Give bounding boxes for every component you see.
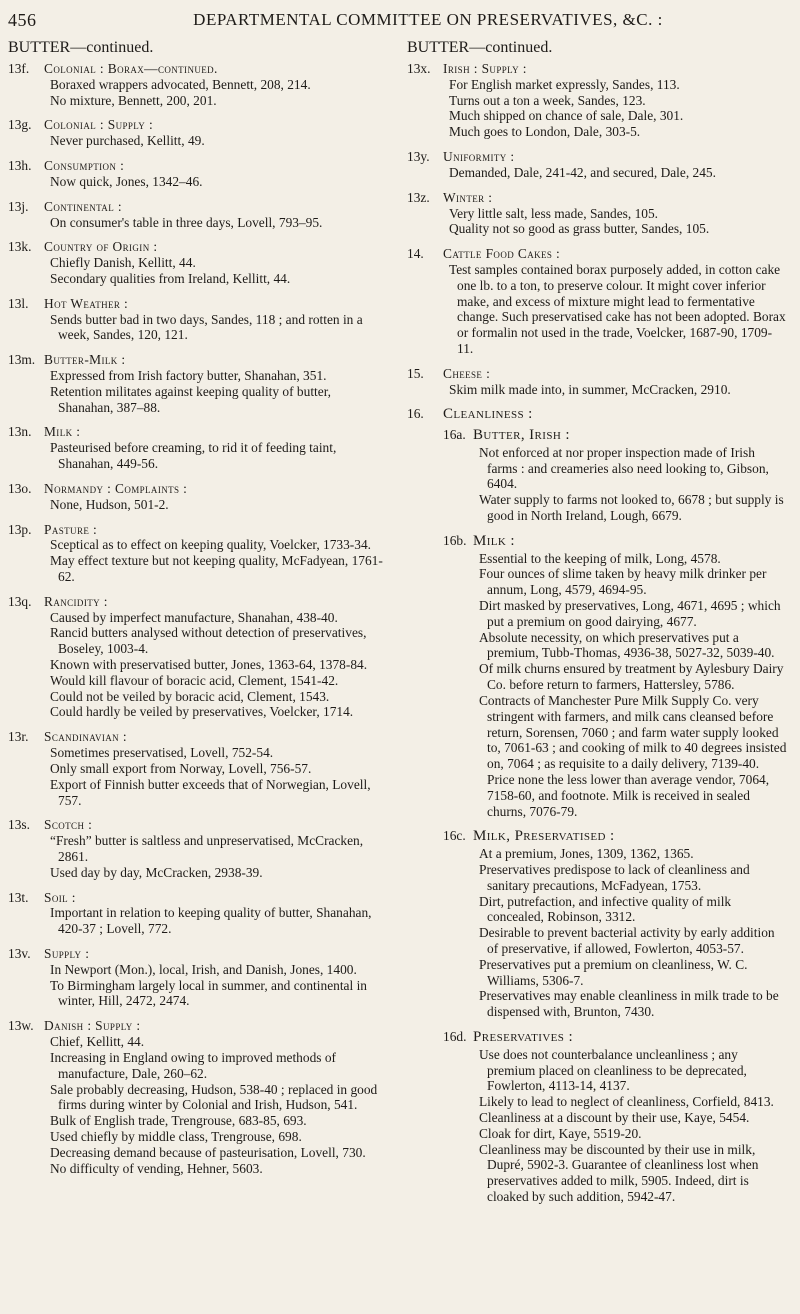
index-entry (8, 729, 389, 808)
entry-body (443, 61, 788, 140)
entry-reference: Could not be veiled by boracic acid, Clement, 1543. (50, 688, 330, 704)
index-entry (8, 117, 389, 149)
entry-body (443, 406, 788, 1213)
entry-reference: Sometimes preservatised, Lovell, 752-54. (50, 745, 274, 761)
entry-reference: Boraxed wrappers advocated, Bennett, 208, 214. (50, 76, 311, 92)
entry-heading: Colonial : Supply : (44, 117, 154, 133)
index-entry (407, 366, 788, 398)
index-entry (8, 158, 389, 190)
entry-reference: May effect texture but not keeping quality, McFadyean, 1761-62. (50, 553, 383, 584)
entry-heading: Colonial : Borax—continued. (44, 61, 218, 76)
entry-reference: Preservatives predispose to lack of cleanliness and sanitary precautions, McFadyean, 1753. (479, 861, 750, 893)
entry-reference: To Birmingham largely local in summer, and continental in winter, Hill, 2472, 2474. (50, 977, 367, 1009)
entry-reference: No mixture, Bennett, 200, 201. (50, 92, 217, 108)
entry-code: 13y. (407, 149, 430, 165)
entry-reference: Sceptical as to effect on keeping quality, Voelcker, 1733-34. (50, 537, 371, 553)
entry-code: 13o. (8, 480, 32, 496)
entry-reference: Known with preservatised butter, Jones, 1363-64, 1378-84. (50, 657, 368, 672)
sub-entry (443, 533, 788, 820)
left-column (8, 39, 389, 1223)
index-entry (407, 190, 788, 237)
entry-reference: Increasing in England owing to improved methods of manufacture, Dale, 260–62. (50, 1049, 336, 1081)
index-entry (407, 406, 788, 1213)
entry-reference: Retention militates against keeping quality of butter, Shanahan, 387–88. (50, 383, 331, 415)
entry-reference: Chief, Kellitt, 44. (50, 1034, 145, 1050)
entry-reference: Four ounces of slime taken by heavy milk drinker per annum, Long, 4579, 4694-95. (479, 566, 767, 598)
entry-reference: At a premium, Jones, 1309, 1362, 1365. (479, 846, 694, 862)
entry-heading: Irish : Supply : (443, 61, 527, 76)
entry-reference: Not enforced at nor proper inspection made of Irish farms : and creameries also need looking to, Gibson, 6404. (479, 444, 769, 492)
entry-body (44, 481, 389, 513)
entry-body (44, 61, 389, 108)
page-number: 456 (8, 10, 37, 30)
entry-reference: Water supply to farms not looked to, 6678 ; but supply is good in North Ireland, Lough, 6679. (479, 492, 784, 524)
entry-body (44, 296, 389, 343)
entry-body (443, 149, 788, 181)
entry-code: 13m. (8, 352, 36, 368)
entry-reference: Caused by imperfect manufacture, Shanahan, 438-40. (50, 609, 338, 625)
entry-heading: Consumption : (44, 158, 125, 174)
entry-reference: Rancid butters analysed without detection of preservatives, Boseley, 1003-4. (50, 625, 367, 657)
index-entry (8, 352, 389, 415)
entry-reference: Dirt masked by preservatives, Long, 4671, 4695 ; which put a premium on good dairying, 4677. (479, 598, 781, 629)
entry-heading: Supply : (44, 946, 90, 961)
entry-heading: Country of Origin : (44, 239, 158, 255)
right-column (407, 39, 788, 1223)
two-column-body (8, 39, 788, 1223)
entry-reference: “Fresh” butter is saltless and unpreservatised, McCracken, 2861. (50, 833, 364, 864)
sub-entry-code: 16d. (443, 1029, 467, 1044)
entry-code: 13g. (8, 117, 32, 133)
left-entry-list (8, 61, 389, 1176)
entry-reference: Secondary qualities from Ireland, Kellitt, 44. (50, 270, 291, 286)
index-entry (8, 817, 389, 880)
entry-code: 13r. (8, 729, 29, 745)
entry-heading: Uniformity : (443, 149, 515, 165)
index-entry (407, 246, 788, 357)
entry-body (44, 424, 389, 471)
index-entry (407, 149, 788, 181)
entry-reference: Of milk churns ensured by treatment by Aylesbury Dairy Co. before return to farmers, Hattersley, 5786. (479, 661, 784, 693)
sub-entry-body (473, 427, 788, 524)
entry-code: 13t. (8, 889, 29, 905)
column-heading: BUTTER—continued. (407, 39, 553, 56)
entry-reference: Likely to lead to neglect of cleanliness, Corfield, 8413. (479, 1094, 774, 1110)
entry-heading: Milk : (44, 424, 81, 440)
entry-code: 13v. (8, 946, 31, 961)
entry-reference: Sale probably decreasing, Hudson, 538-40 ; replaced in good firms during winter by Colonial and Irish, Hudson, 541. (50, 1081, 378, 1113)
index-entry (8, 946, 389, 1009)
entry-code: 14. (407, 246, 424, 262)
entry-reference: Absolute necessity, on which preservatives put a premium, Tubb-Thomas, 4936-38, 5027-32, 5039-40. (479, 629, 775, 661)
entry-reference: Use does not counterbalance uncleanliness ; any premium placed on cleanliness to be deprecated, Fowlerton, 4113-14, 4137. (479, 1046, 747, 1094)
entry-reference: Quality not so good as grass butter, Sandes, 105. (449, 221, 710, 237)
sub-entry-body (473, 828, 788, 1020)
entry-reference: Dirt, putrefaction, and infective quality of milk concealed, Robinson, 3312. (479, 893, 732, 925)
entry-heading: Soil : (44, 889, 76, 905)
entry-reference: Desirable to prevent bacterial activity by early addition of preservative, if allowed, Fowlerton, 4053-57. (479, 925, 775, 956)
sub-entry (443, 828, 788, 1020)
index-entry (8, 890, 389, 937)
entry-reference: Much goes to London, Dale, 303-5. (449, 124, 641, 140)
sub-entry-body (473, 533, 788, 820)
index-entry (8, 594, 389, 721)
entry-code: 13h. (8, 158, 32, 174)
entry-reference: Essential to the keeping of milk, Long, 4578. (479, 550, 721, 566)
entry-reference: Pasteurised before creaming, to rid it of feeding taint, Shanahan, 449-56. (50, 440, 337, 472)
sub-entry-heading: Preservatives : (473, 1029, 574, 1045)
entry-heading: Cheese : (443, 365, 491, 381)
entry-heading: Winter : (443, 189, 493, 205)
entry-heading: Cleanliness : (443, 406, 533, 423)
entry-reference: Skim milk made into, in summer, McCracken, 2910. (449, 381, 731, 397)
page-header (8, 10, 788, 31)
entry-reference: Preservatives may enable cleanliness in milk trade to be dispensed with, Brunton, 7430. (479, 988, 779, 1020)
right-entry-list (407, 61, 788, 1214)
index-entry (8, 199, 389, 231)
entry-reference: Cleanliness at a discount by their use, Kaye, 5454. (479, 1109, 750, 1125)
index-entry (8, 522, 389, 585)
index-entry (8, 481, 389, 513)
entry-code: 13q. (8, 593, 32, 609)
entry-heading: Cattle Food Cakes : (443, 246, 561, 262)
index-entry (8, 1018, 389, 1176)
entry-reference: Never purchased, Kellitt, 49. (50, 133, 205, 149)
entry-reference: Now quick, Jones, 1342–46. (50, 173, 203, 189)
entry-reference: Expressed from Irish factory butter, Shanahan, 351. (50, 368, 327, 383)
entry-body (443, 366, 788, 398)
sub-entry-code: 16a. (443, 427, 466, 443)
entry-reference: Used chiefly by middle class, Trengrouse, 698. (50, 1128, 302, 1144)
entry-code: 13z. (407, 189, 430, 205)
entry-body (44, 817, 389, 880)
entry-body (44, 946, 389, 1009)
entry-reference: Test samples contained borax purposely added, in cotton cake one lb. to a ton, to preserve colour. It might cover inferior make, and excess of mixture might lead to fermentative change. Such preservatised cake has not been adopted. Borax or formalin not used in the trade, Voelcker, 1687-90, 1709-11. (449, 261, 786, 356)
sub-entry-body (473, 1029, 788, 1205)
entry-reference: Would kill flavour of boracic acid, Clement, 1541-42. (50, 672, 339, 688)
entry-code: 13x. (407, 61, 431, 76)
entry-reference: Preservatives put a premium on cleanliness, W. C. Williams, 5306-7. (479, 956, 748, 988)
entry-reference: For English market expressly, Sandes, 113. (449, 76, 680, 92)
sub-entry-heading: Milk : (473, 532, 515, 549)
entry-reference: Decreasing demand because of pasteurisation, Lovell, 730. (50, 1144, 366, 1160)
entry-body (44, 1018, 389, 1176)
entry-reference: Bulk of English trade, Trengrouse, 683-85, 693. (50, 1113, 307, 1129)
index-entry (8, 296, 389, 343)
entry-code: 13p. (8, 521, 32, 537)
entry-heading: Scotch : (44, 817, 93, 833)
entry-reference: Cloak for dirt, Kaye, 5519-20. (479, 1125, 642, 1141)
entry-body (44, 594, 389, 721)
sub-entry-heading: Butter, Irish : (473, 427, 570, 444)
entry-reference: In Newport (Mon.), local, Irish, and Danish, Jones, 1400. (50, 961, 357, 977)
entry-reference: Sends butter bad in two days, Sandes, 118 ; and rotten in a week, Sandes, 120, 121. (50, 311, 363, 343)
entry-body (44, 352, 389, 415)
entry-heading: Hot Weather : (44, 295, 129, 311)
entry-heading: Scandinavian : (44, 729, 127, 745)
entry-heading: Butter-Milk : (44, 352, 126, 368)
entry-code: 13l. (8, 295, 29, 311)
entry-code: 13s. (8, 817, 30, 833)
sub-entry-code: 16b. (443, 532, 467, 548)
entry-heading: Danish : Supply : (44, 1018, 141, 1034)
sub-entry (443, 1029, 788, 1205)
entry-heading: Continental : (44, 198, 122, 214)
entry-code: 16. (407, 406, 424, 422)
entry-body (44, 890, 389, 937)
entry-code: 13w. (8, 1018, 34, 1034)
index-entry (407, 61, 788, 140)
entry-reference: No difficulty of vending, Hehner, 5603. (50, 1160, 263, 1176)
entry-reference: Could hardly be veiled by preservatives, Voelcker, 1714. (50, 704, 354, 720)
entry-body (44, 522, 389, 585)
entry-heading: Rancidity : (44, 593, 108, 609)
entry-reference: Important in relation to keeping quality of butter, Shanahan, 420-37 ; Lovell, 772. (50, 905, 372, 937)
entry-reference: Turns out a ton a week, Sandes, 123. (449, 92, 646, 108)
entry-heading: Pasture : (44, 521, 98, 537)
entry-body (44, 199, 389, 231)
entry-reference: Demanded, Dale, 241-42, and secured, Dale, 245. (449, 164, 716, 180)
entry-body (44, 239, 389, 286)
entry-reference: Very little salt, less made, Sandes, 105. (449, 205, 659, 221)
entry-body (44, 158, 389, 190)
sub-entry-heading: Milk, Preservatised : (473, 828, 615, 845)
index-entry (8, 61, 389, 108)
index-entry (8, 239, 389, 286)
entry-code: 13j. (8, 198, 29, 214)
entry-body (44, 729, 389, 808)
entry-code: 13k. (8, 239, 32, 255)
entry-code: 13n. (8, 424, 32, 440)
sub-entry (443, 427, 788, 524)
sub-entry-code: 16c. (443, 828, 466, 844)
entry-code: 15. (407, 365, 424, 381)
entry-reference: Chiefly Danish, Kellitt, 44. (50, 255, 196, 271)
entry-body (443, 190, 788, 237)
entry-body (443, 246, 788, 357)
column-heading: BUTTER—continued. (8, 39, 154, 56)
entry-reference: Export of Finnish butter exceeds that of Norwegian, Lovell, 757. (50, 776, 371, 808)
entry-reference: Much shipped on chance of sale, Dale, 301. (449, 108, 684, 124)
running-title: DEPARTMENTAL COMMITTEE ON PRESERVATIVES, &C. : (193, 10, 663, 29)
entry-heading: Normandy : Complaints : (44, 480, 188, 496)
entry-reference: None, Hudson, 501-2. (50, 496, 169, 512)
index-entry (8, 424, 389, 471)
entry-reference: Only small export from Norway, Lovell, 756-57. (50, 760, 312, 776)
entry-code: 13f. (8, 61, 30, 76)
entry-reference: Contracts of Manchester Pure Milk Supply Co. very stringent with farmers, and milk cans cleansed before return, Sorensen, 7060 ; and farm water supply looked to, 7061-63 ; and cooking of milk to 40 degrees insisted on, 7064 ; as requisite to a daily delivery, 7139-40. Price none the less lower than average vendor, 7064, 7158-60, and footnote. Milk is received in sealed churns, 7076-79. (479, 692, 787, 819)
entry-reference: Used day by day, McCracken, 2938-39. (50, 864, 263, 880)
entry-body (44, 117, 389, 149)
entry-reference: Cleanliness may be discounted by their use in milk, Dupré, 5902-3. Guarantee of cleanliness lost when preservatives added to milk, 5905. Indeed, dirt is cloaked by such addition, 5942-47. (479, 1141, 759, 1204)
entry-reference: On consumer's table in three days, Lovell, 793–95. (50, 214, 323, 230)
